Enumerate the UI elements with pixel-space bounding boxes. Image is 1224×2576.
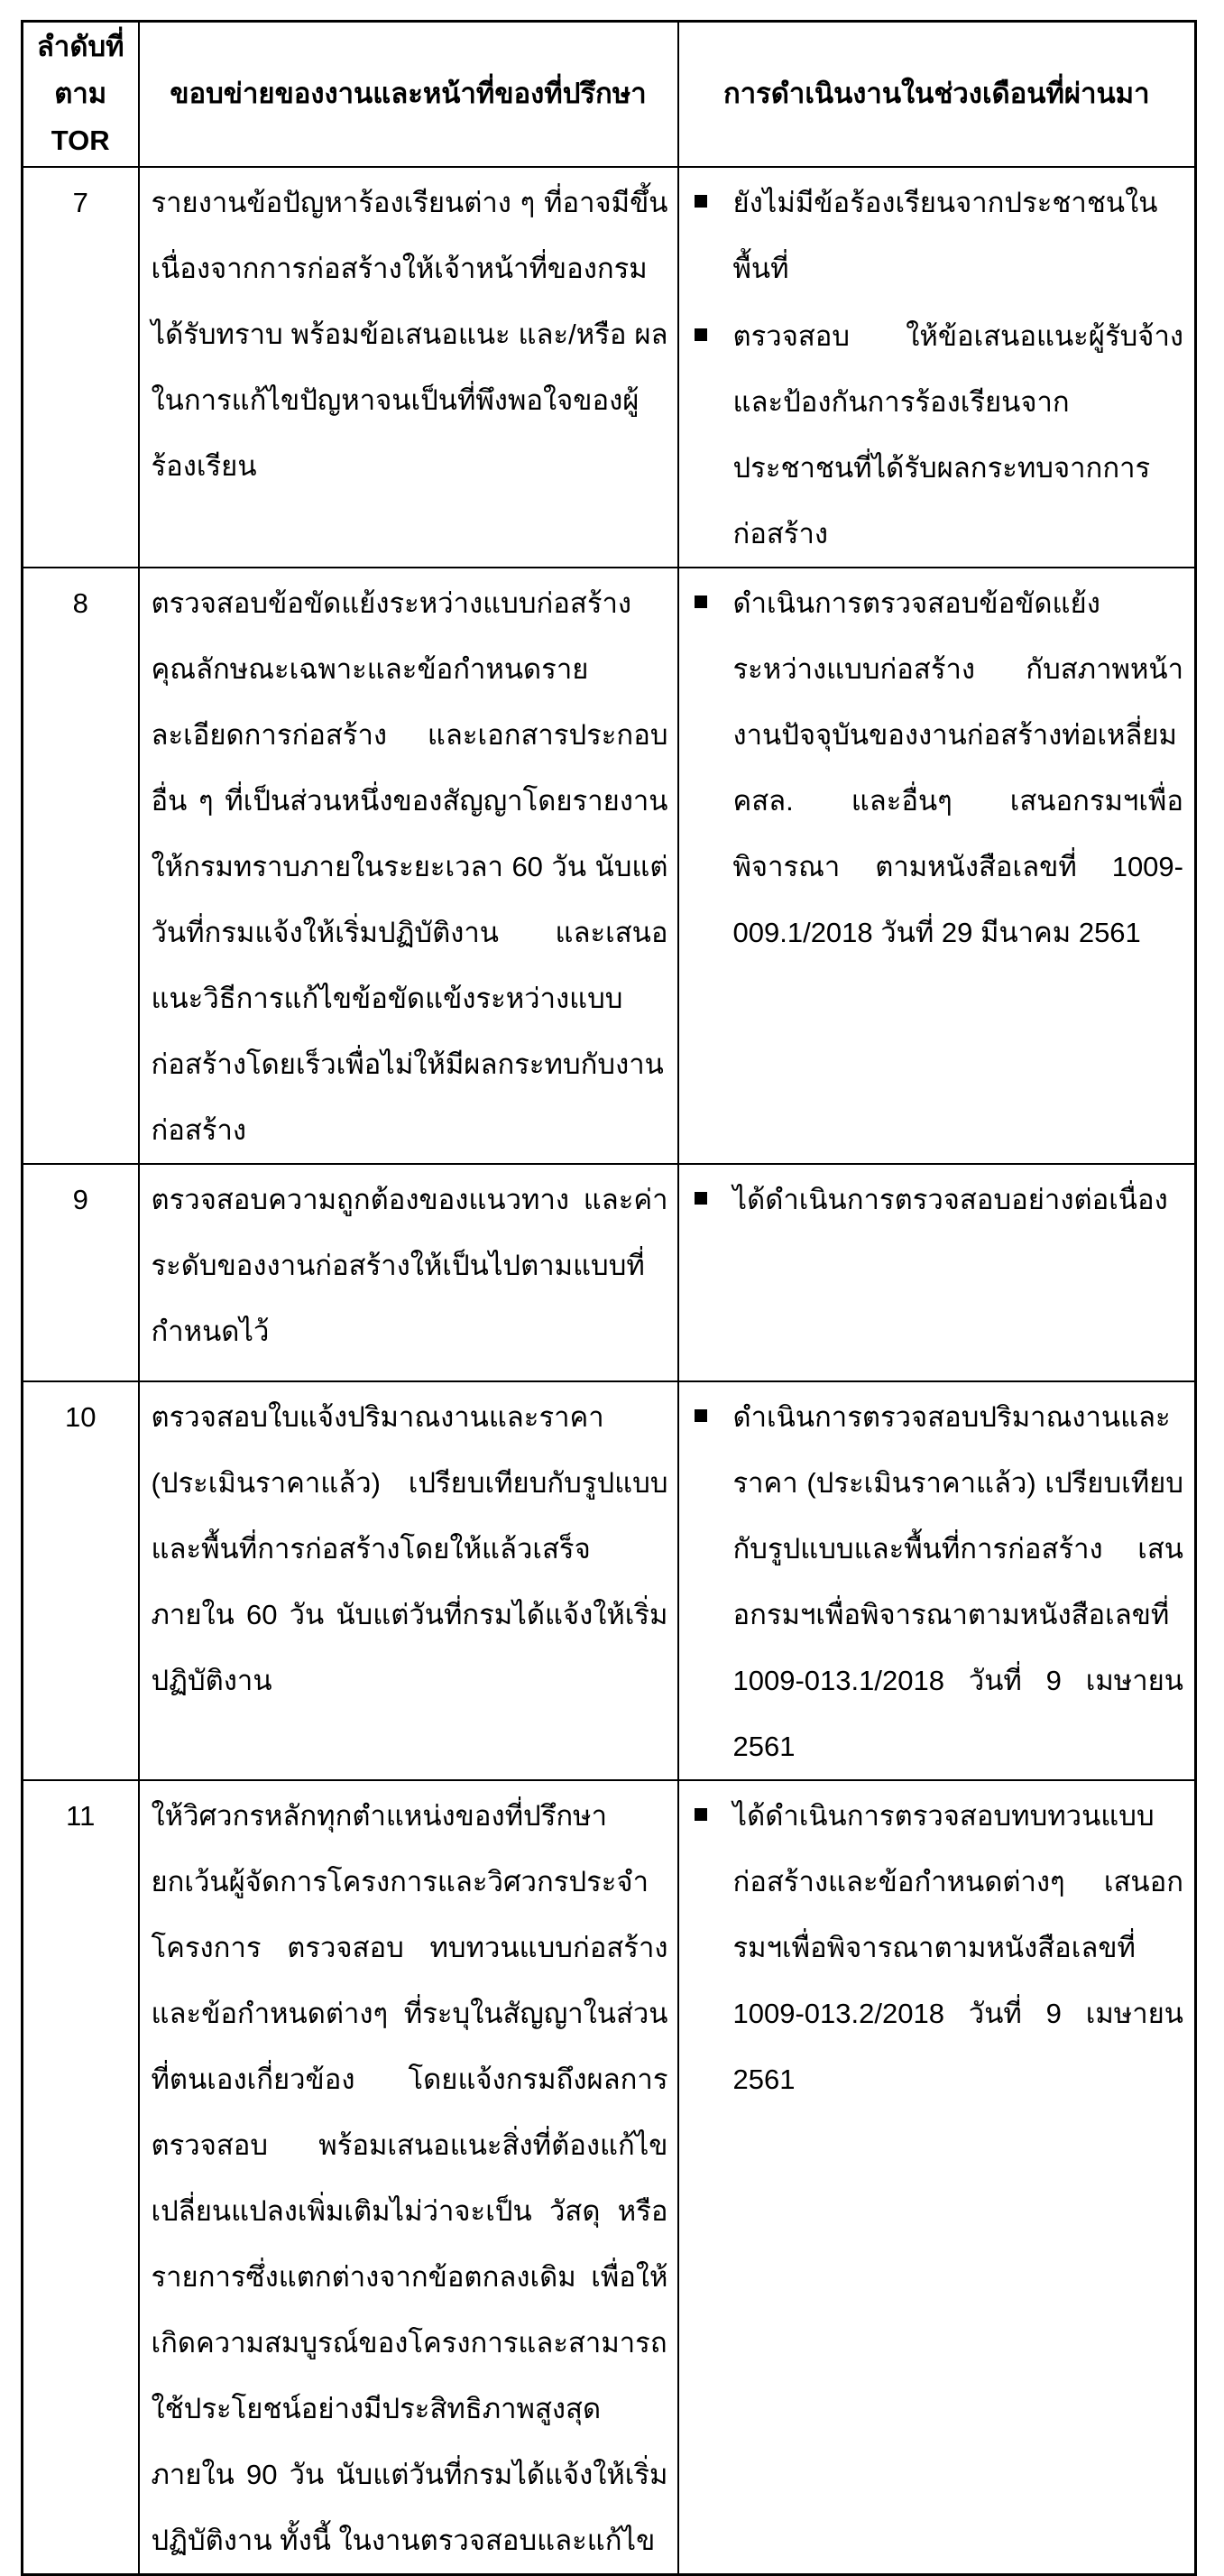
table-row	[23, 1164, 1196, 1381]
operation-text: ยังไม่มีข้อร้องเรียนจากประชาชนในพื้นที่	[732, 186, 1158, 284]
row-number: 11	[23, 1780, 139, 2575]
header-row	[23, 22, 1196, 167]
scope-text: ตรวจสอบข้อขัดแย้งระหว่างแบบก่อสร้าง คุณลักษณะเฉพาะและข้อกำหนดรายละเอียดการก่อสร้าง และเอกสารประกอบอื่น ๆ ที่เป็นส่วนหนึ่งของสัญญาโดยรายงานให้กรมทราบภายในระยะเวลา 60 วัน นับแต่วันที่กรมแจ้งให้เริ่มปฏิบัติงาน และเสนอแนะวิธีการแก้ไขข้อขัดแข้งระหว่างแบบก่อสร้างโดยเร็วเพื่อไม่ให้มีผลกระทบกับงานก่อสร้าง	[151, 586, 668, 1146]
table-row	[23, 167, 1196, 568]
row-number: 9	[23, 1164, 139, 1381]
tor-progress-table	[21, 20, 1197, 2576]
col-header-operations: การดำเนินงานในช่วงเดือนที่ผ่านมา	[678, 22, 1196, 167]
square-bullet-icon	[695, 1192, 707, 1205]
col-header-tor-no	[23, 22, 139, 167]
square-bullet-icon	[695, 1409, 707, 1422]
table-row	[23, 568, 1196, 1164]
scope-cell	[139, 1381, 678, 1780]
list-item	[679, 168, 1195, 301]
scope-text: ตรวจสอบใบแจ้งปริมาณงานและราคา (ประเมินราคาแล้ว) เปรียบเทียบกับรูปแบบและพื้นที่การก่อสร้างโดยให้แล้วเสร็จภายใน 60 วัน นับแต่วันที่กรมได้แจ้งให้เริ่มปฏิบัติงาน	[151, 1400, 668, 1696]
scope-cell	[139, 1164, 678, 1381]
scope-cell	[139, 167, 678, 568]
row-number: 10	[23, 1381, 139, 1780]
list-item	[679, 1165, 1195, 1233]
list-item	[679, 568, 1195, 965]
operations-cell	[678, 167, 1196, 568]
scope-text: ตรวจสอบความถูกต้องของแนวทาง และค่าระดับของงานก่อสร้างให้เป็นไปตามแบบที่กำหนดไว้	[151, 1183, 668, 1347]
square-bullet-icon	[695, 195, 707, 208]
square-bullet-icon	[695, 596, 707, 608]
table-row	[23, 1780, 1196, 2575]
scope-cell	[139, 1780, 678, 2575]
scope-text: รายงานข้อปัญหาร้องเรียนต่าง ๆ ที่อาจมีขึ้นเนื่องจากการก่อสร้างให้เจ้าหน้าที่ของกรมได้รับทราบ พร้อมข้อเสนอแนะ และ/หรือ ผลในการแก้ไขปัญหาจนเป็นที่พึงพอใจของผู้ร้องเรียน	[151, 186, 668, 482]
operation-text: ดำเนินการตรวจสอบข้อขัดแย้งระหว่างแบบก่อสร้าง กับสภาพหน้างานปัจจุบันของงานก่อสร้างท่อเหลี่ยม คสล. และอื่นๆ เสนอกรมฯเพื่อพิจารณา ตามหนังสือเลขที่ 1009-009.1/2018 วันที่ 29 มีนาคม 2561	[732, 586, 1183, 948]
list-item	[679, 1382, 1195, 1779]
operations-cell	[678, 1164, 1196, 1381]
row-number: 7	[23, 167, 139, 568]
list-item	[679, 1781, 1195, 2112]
operation-text: ได้ดำเนินการตรวจสอบทบทวนแบบก่อสร้างและข้อกำหนดต่างๆ เสนอกรมฯเพื่อพิจารณาตามหนังสือเลขที่ 1009-013.2/2018 วันที่ 9 เมษายน 2561	[732, 1799, 1183, 2095]
col-header-tor-no-line2: ตาม	[54, 78, 107, 110]
operations-cell	[678, 1381, 1196, 1780]
square-bullet-icon	[695, 328, 707, 341]
table-row	[23, 1381, 1196, 1780]
scope-cell	[139, 568, 678, 1164]
operations-cell	[678, 1780, 1196, 2575]
col-header-scope: ขอบข่ายของงานและหน้าที่ของที่ปรึกษา	[139, 22, 678, 167]
list-item	[679, 301, 1195, 567]
operations-cell	[678, 568, 1196, 1164]
operation-text: ตรวจสอบ ให้ข้อเสนอแนะผู้รับจ้าง และป้องกันการร้องเรียนจากประชาชนที่ได้รับผลกระทบจากการก่อสร้าง	[732, 319, 1183, 549]
operation-text: ดำเนินการตรวจสอบปริมาณงานและราคา (ประเมินราคาแล้ว) เปรียบเทียบกับรูปแบบและพื้นที่การก่อสร้าง เสนอกรมฯเพื่อพิจารณาตามหนังสือเลขที่ 1009-013.1/2018 วันที่ 9 เมษายน 2561	[732, 1400, 1183, 1762]
row-number: 8	[23, 568, 139, 1164]
col-header-tor-no-line1: ลำดับที่	[36, 31, 124, 63]
square-bullet-icon	[695, 1808, 707, 1821]
scope-text: ให้วิศวกรหลักทุกตำแหน่งของที่ปรึกษา ยกเว้นผู้จัดการโครงการและวิศวกรประจำโครงการ ตรวจสอบ ทบทวนแบบก่อสร้างและข้อกำหนดต่างๆ ที่ระบุในสัญญาในส่วนที่ตนเองเกี่ยวข้อง โดยแจ้งกรมถึงผลการตรวจสอบ พร้อมเสนอแนะสิ่งที่ต้องแก้ไขเปลี่ยนแปลงเพิ่มเติมไม่ว่าจะเป็น วัสดุ หรือรายการซึ่งแตกต่างจากข้อตกลงเดิม เพื่อให้เกิดความสมบูรณ์ของโครงการและสามารถใช้ประโยชน์อย่างมีประสิทธิภาพสูงสุด ภายใน 90 วัน นับแต่วันที่กรมได้แจ้งให้เริ่มปฏิบัติงาน ทั้งนี้ ในงานตรวจสอบและแก้ไข	[151, 1799, 668, 2556]
operation-text: ได้ดำเนินการตรวจสอบอย่างต่อเนื่อง	[732, 1183, 1168, 1215]
col-header-tor-no-line3: TOR	[51, 125, 110, 157]
